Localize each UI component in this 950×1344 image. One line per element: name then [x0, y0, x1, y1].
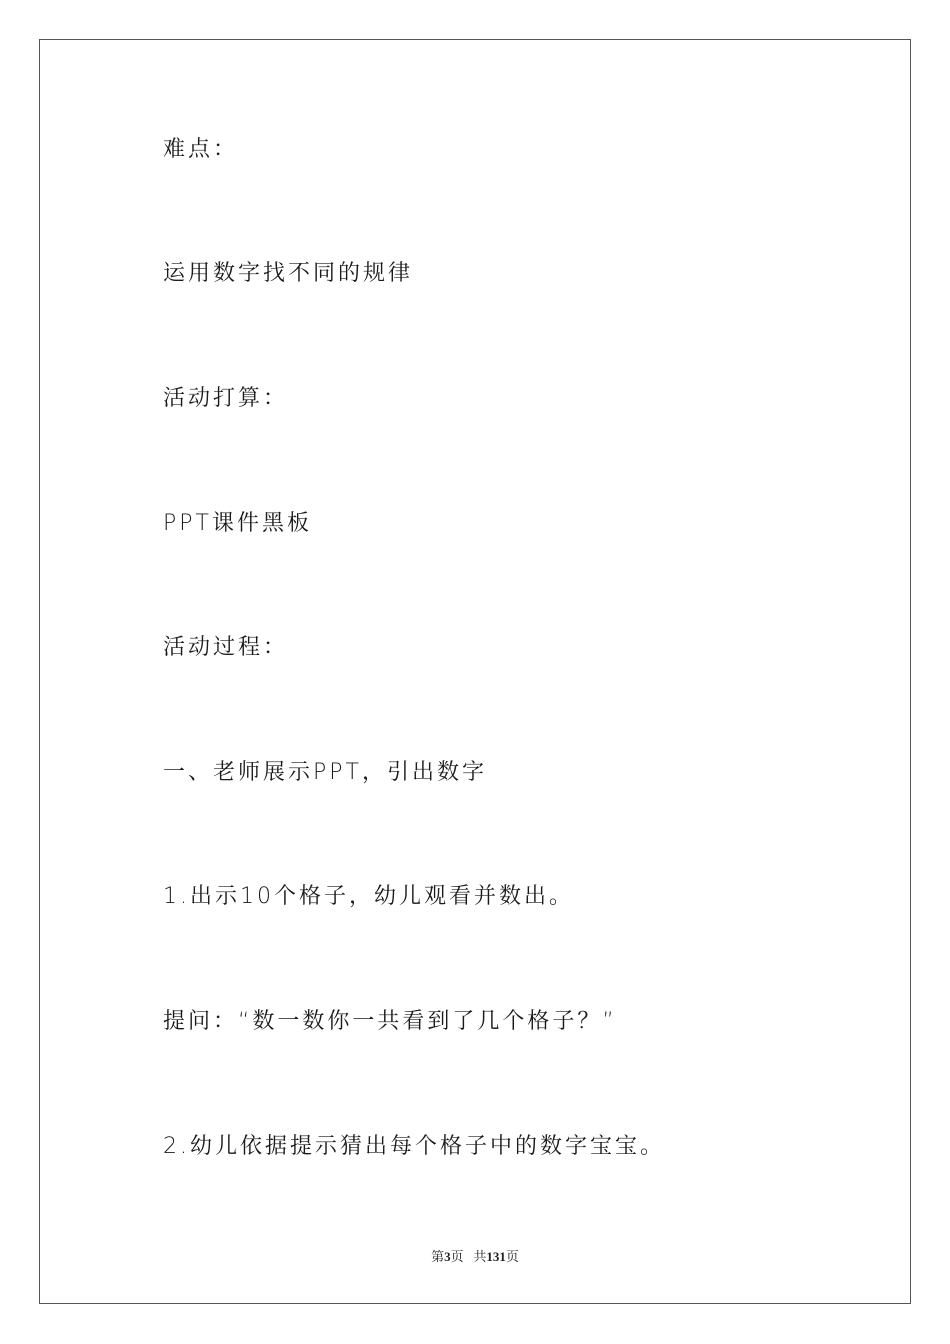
- page-footer: [0, 1248, 950, 1266]
- footer-page-suffix: 页: [450, 1249, 464, 1264]
- footer-page-number: 3: [444, 1249, 451, 1264]
- page-frame: [39, 39, 911, 1304]
- footer-total-number: 131: [486, 1249, 506, 1264]
- text-line-difficulty-content: 运用数字找不同的规律: [163, 261, 414, 286]
- footer-total-suffix: 页: [505, 1249, 519, 1264]
- footer-total-prefix: 共: [473, 1249, 487, 1264]
- text-line-preparation-heading: 活动打算：: [163, 386, 289, 411]
- text-line-preparation-content: PPT课件黑板: [163, 511, 312, 536]
- text-line-question: 提问：“数一数你一共看到了几个格子？”: [163, 1009, 617, 1034]
- text-line-process-heading: 活动过程：: [163, 635, 289, 660]
- text-line-step-two: 2.幼儿依据提示猜出每个格子中的数字宝宝。: [163, 1134, 665, 1159]
- footer-page-prefix: 第: [431, 1249, 445, 1264]
- text-line-difficulty-heading: 难点：: [163, 137, 239, 162]
- text-line-step-one: 1.出示10个格子，幼儿观看并数出。: [163, 884, 574, 909]
- text-line-section-one: 一、老师展示PPT，引出数字: [163, 760, 487, 785]
